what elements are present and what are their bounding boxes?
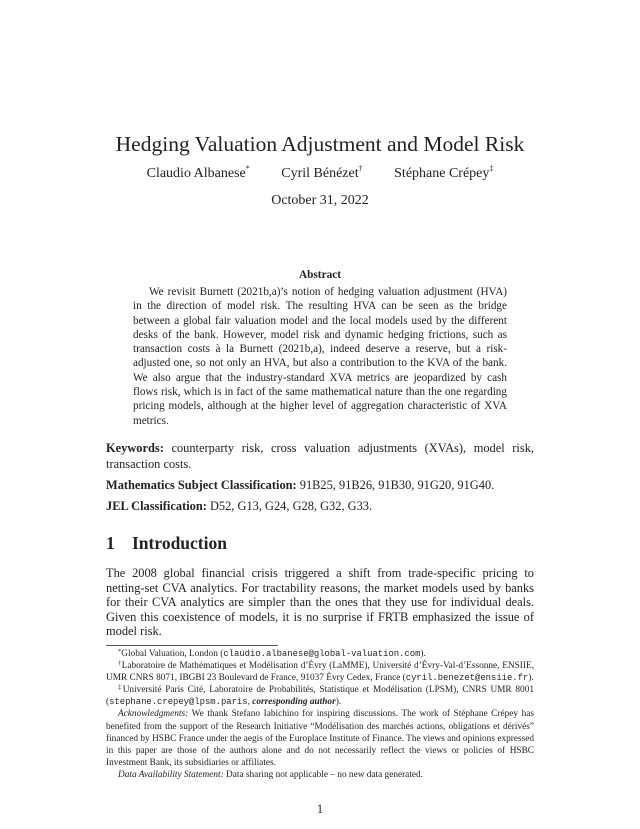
- footnote-mark: ‡: [118, 684, 123, 692]
- footnote-text: ).: [420, 648, 426, 659]
- page-number: 1: [316, 801, 324, 816]
- footnote: [106, 684, 534, 708]
- msc-text: 91B25, 91B26, 91B30, 91G20, 91G40.: [299, 477, 495, 492]
- data-availability-label: Data Availability Statement:: [118, 769, 224, 780]
- acknowledgments: [106, 708, 534, 768]
- author: [394, 165, 493, 183]
- data-availability: [106, 769, 534, 781]
- footnote-rule: [106, 645, 278, 646]
- intro-paragraph: The 2008 global financial crisis triggered a shift from trade-specific pricing to netting-set CVA analytics. For tractability reasons, the market models used by banks for their CVA analytics are simpler than the ones that they use for individual deals. Given this coexistence of models, it is no surprise if FRTB emphasized the issue of model risk.: [106, 565, 534, 639]
- acknowledgments-label: Acknowledgments:: [118, 709, 189, 720]
- data-availability-text: Data sharing not applicable – no new data generated.: [226, 769, 423, 780]
- abstract-heading: Abstract: [298, 269, 342, 281]
- page-column: [106, 131, 534, 817]
- section-heading: [106, 532, 534, 554]
- footnote: [106, 648, 534, 660]
- footnote: [106, 660, 534, 684]
- abstract-text: We revisit Burnett (2021b,a)’s notion of hedging valuation adjustment (HVA) in the direction of model risk. The resulting HVA can be seen as the bridge between a global fair valuation model and the local models used by the different desks of the bank. However, model risk and dynamic hedging frictions, such as transaction costs à la Burnett (2021b,a), indeed deserve a reserve, but a risk-adjusted one, so not only an HVA, but also a contribution to the KVA of the bank. We also argue that the industry-standard XVA metrics are jeopardized by cash flows risk, which is in fact of the same mathematical nature than the one regarding pricing models, although at the higher level of aggregation characteristic of XVA metrics.: [133, 286, 507, 427]
- email-link[interactable]: cyril.benezet@ensiie.fr: [405, 673, 529, 684]
- author-name: Cyril Bénézet: [281, 166, 359, 181]
- email-link[interactable]: claudio.albanese@global-valuation.com: [223, 648, 421, 659]
- footnote-text: Global Valuation, London (: [121, 648, 224, 659]
- corresponding-author-note: corresponding author: [252, 697, 336, 708]
- author: [147, 165, 250, 183]
- footnote-mark: *: [118, 647, 122, 655]
- msc-classification: [106, 477, 534, 493]
- footnote-text: ).: [528, 673, 534, 684]
- keywords: [106, 440, 534, 472]
- keywords-label: Keywords:: [106, 440, 164, 455]
- footnote-text: Université Paris Cité, Laboratoire de Probabilités, Statistique et Modélisation (LPSM), CNRS UMR 8001 (: [106, 685, 535, 708]
- acknowledgments-text: We thank Stefano Iabichino for inspiring discussions. The work of Stéphane Crépey has benefited from the support of the Research Initiative “Modélisation des marchés actions, obligations et dérivés” financed by HSBC France under the aegis of the Europlace Institute of Finance. The views and opinions expressed in this paper are those of the authors alone and do not necessarily reflect the views or policies of HSBC Investment Bank, its subsidiaries or affiliates.: [106, 709, 534, 768]
- paper-date: October 31, 2022: [271, 193, 369, 208]
- author: [281, 165, 362, 183]
- section-title: Introduction: [132, 532, 227, 553]
- email-link[interactable]: stephane.crepey@lpsm.paris: [109, 697, 248, 708]
- footnote-mark[interactable]: †: [358, 164, 363, 173]
- section-number: 1: [106, 532, 115, 553]
- jel-text: D52, G13, G24, G28, G32, G33.: [209, 498, 373, 513]
- jel-label: JEL Classification:: [106, 498, 207, 513]
- author-name: Stéphane Crépey: [394, 166, 490, 181]
- paper-title: Hedging Valuation Adjustment and Model Risk: [115, 132, 525, 156]
- msc-label: Mathematics Subject Classification:: [106, 477, 297, 492]
- footnote-mark: †: [118, 660, 122, 668]
- footnote-text: Laboratoire de Mathématiques et Modélisation d’Évry (LaMME), Université d’Évry-Val-d’Essonne, ENSIIE, UMR CNRS 8071, IBGBI 23 Boulevard de France, 91037 Évry Cedex, France (: [106, 661, 535, 684]
- jel-classification: [106, 498, 534, 514]
- author-list: [106, 165, 534, 183]
- footnote-text: ).: [335, 697, 342, 708]
- footnote-text: ,: [247, 697, 253, 708]
- keywords-text: counterparty risk, cross valuation adjustments (XVAs), model risk, transaction costs.: [106, 440, 534, 471]
- author-name: Claudio Albanese: [146, 166, 246, 181]
- footnotes: [106, 648, 534, 781]
- footnote-mark[interactable]: ‡: [489, 164, 494, 173]
- footnote-mark[interactable]: *: [245, 164, 250, 173]
